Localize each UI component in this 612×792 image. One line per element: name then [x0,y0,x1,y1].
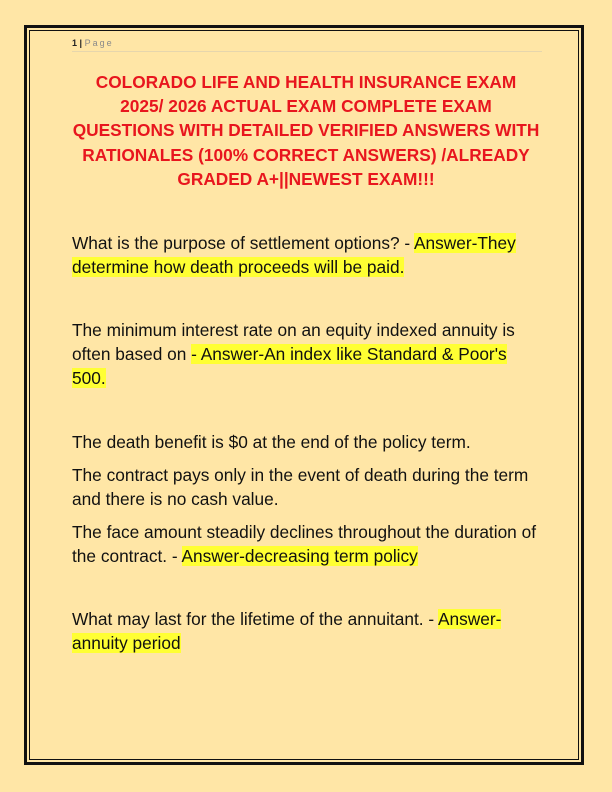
question-text: What may last for the lifetime of the annuitant. - [72,609,438,629]
question-text: The face amount steadily declines throughout the duration of the contract. - [72,522,537,566]
answer-text: Answer-annuity period [72,609,502,653]
qa-item-3 [72,430,542,577]
page-header [72,36,542,52]
question-text: The minimum interest rate on an equity indexed annuity is often based on [72,320,515,364]
qa-item-4 [72,607,542,664]
page-number: 1 [72,38,78,48]
qa-item-2 [72,318,542,399]
statement-line: The contract pays only in the event of death during the term and there is no cash value. [72,465,529,509]
document-title: COLORADO LIFE AND HEALTH INSURANCE EXAM 2025/ 2026 ACTUAL EXAM COMPLETE EXAM QUESTIONS WITH DETAILED VERIFIED ANSWERS WITH RATIONALES (100% CORRECT ANSWERS) /ALREADY GRADED A+||NEWEST EXAM!!! [72,72,540,189]
answer-text: Answer-decreasing term policy [181,546,418,566]
page-label: Page [84,38,114,48]
answer-text: - Answer-An index like Standard & Poor's 500. [72,344,507,388]
statement-line: The death benefit is $0 at the end of the policy term. [72,432,471,452]
qa-item-1 [72,231,542,288]
answer-text: Answer-They determine how death proceeds will be paid. [72,233,516,277]
question-text: What is the purpose of settlement options? - [72,233,414,253]
page-separator: | [79,38,83,48]
